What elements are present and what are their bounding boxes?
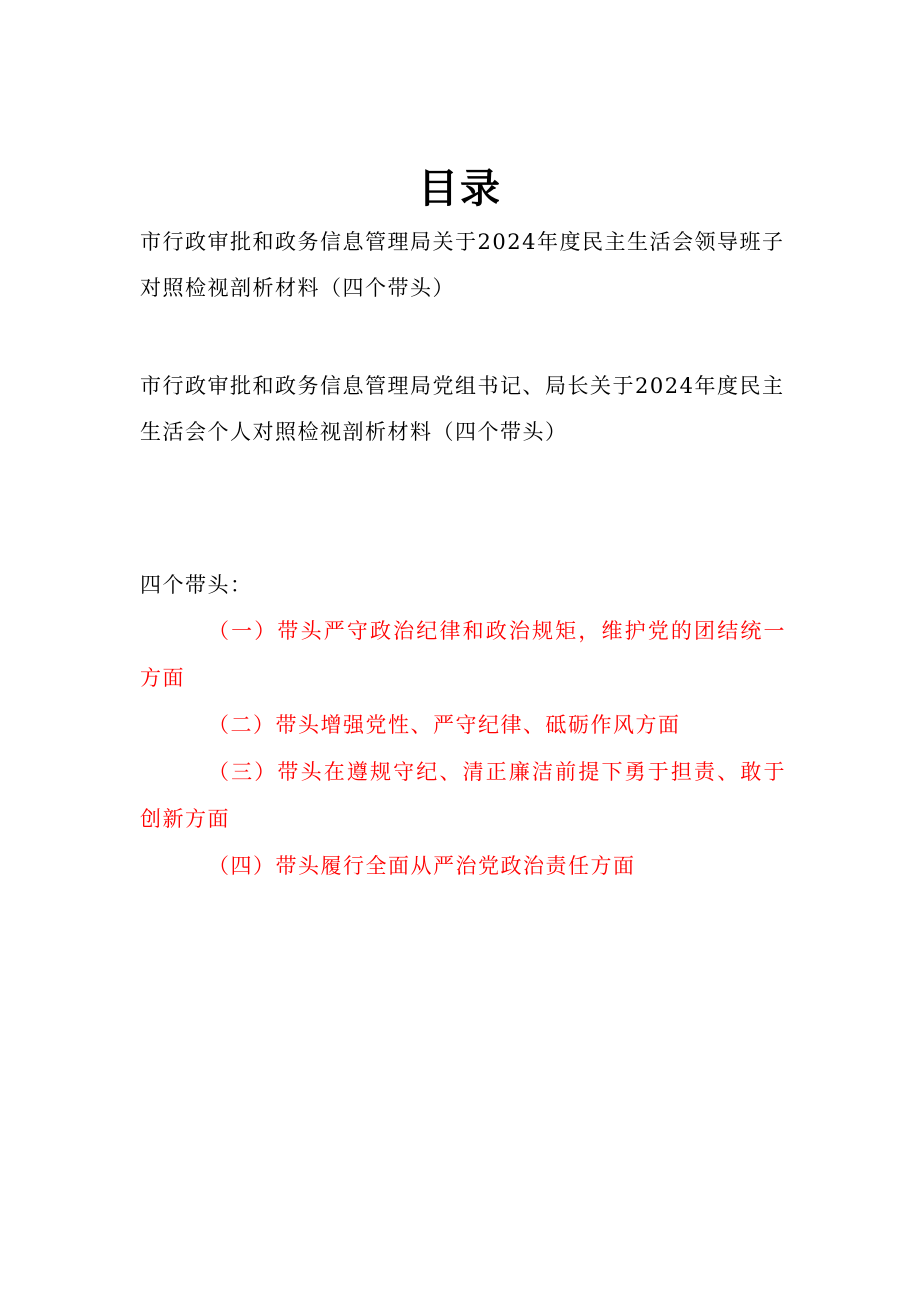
section-heading: 四个带头： <box>140 573 253 597</box>
points-list <box>140 608 786 890</box>
toc-entry-personal-material: 市行政审批和政务信息管理局党组书记、局长关于2024年度民主生活会个人对照检视剖析材料（四个带头） <box>140 374 785 444</box>
list-item-point-3: （三）带头在遵规守纪、清正廉洁前提下勇于担责、敢于创新方面 <box>140 760 786 831</box>
list-item-point-4: （四）带头履行全面从严治党政治责任方面 <box>208 854 636 878</box>
list-item-point-2: （二）带头增强党性、严守纪律、砥砺作风方面 <box>208 713 681 737</box>
list-item-point-1: （一）带头严守政治纪律和政治规矩，维护党的团结统一方面 <box>140 619 786 690</box>
toc-entry-team-material: 市行政审批和政务信息管理局关于2024年度民主生活会领导班子对照检视剖析材料（四个带头） <box>140 230 785 300</box>
page-title: 目录 <box>418 165 502 212</box>
